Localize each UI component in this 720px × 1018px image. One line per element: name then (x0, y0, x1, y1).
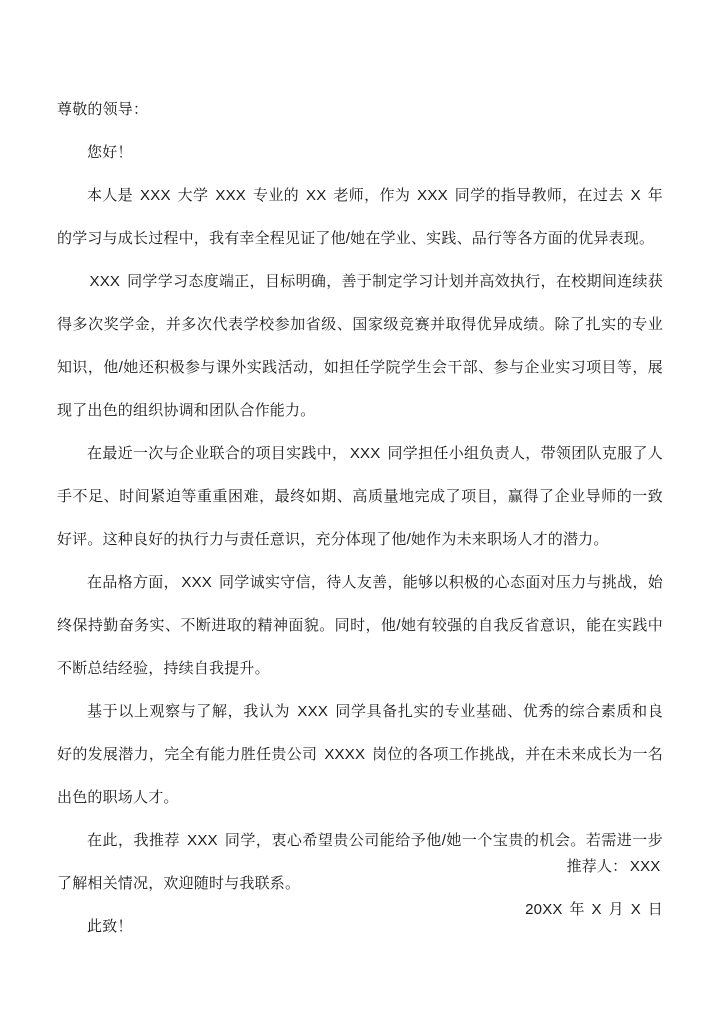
body-paragraph-3: 在最近一次与企业联合的项目实践中， XXX 同学担任小组负责人，带领团队克服了人手不足、时间紧迫等重重困难，最终如期、高质量地完成了项目，赢得了企业导师的一致好评。这种良好的执行力与责任意识，充分体现了他/她作为未来职场人才的潜力。 (57, 445, 663, 548)
body-paragraph-4: 在品格方面， XXX 同学诚实守信，待人友善，能够以积极的心态面对压力与挑战，始终保持勤奋务实、不断进取的精神面貌。同时，他/她有较强的自我反省意识，能在实践中不断总结经验，持续自我提升。 (57, 574, 664, 677)
body-paragraph-2: XXX 同学学习态度端正，目标明确，善于制定学习计划并高效执行，在校期间连续获得多次奖学金，并多次代表学校参加省级、国家级竞赛并取得优异成绩。除了扎实的专业知识，他/她还积极参与课外实践活动，如担任学院学生会干部、参与企业实习项目等，展现了出色的组织协调和团队合作能力。 (57, 273, 663, 419)
document-body (57, 88, 663, 948)
body-paragraph-5: 基于以上观察与了解，我认为 XXX 同学具备扎实的专业基础、优秀的综合素质和良好的发展潜力，完全有能力胜任贵公司 XXXX 岗位的各项工作挑战，并在未来成长为一名出色的职场人才。 (57, 703, 663, 806)
closing-line: 此致！ (87, 918, 133, 935)
signature-block (57, 845, 663, 931)
body-paragraph-1: 本人是 XXX 大学 XXX 专业的 XX 老师，作为 XXX 同学的指导教师，在过去 X 年的学习与成长过程中，我有幸全程见证了他/她在学业、实践、品行等各方面的优异表现。 (57, 187, 663, 247)
body-paragraph-6: 在此，我推荐 XXX 同学，衷心希望贵公司能给予他/她一个宝贵的机会。若需进一步了解相关情况，欢迎随时与我联系。 (57, 832, 663, 892)
salutation-line: 尊敬的领导： (57, 101, 149, 118)
greeting-line: 您好！ (87, 144, 133, 161)
recommender-name-line: 推荐人： XXX (566, 858, 661, 875)
signature-date-line: 20XX 年 X 月 X 日 (525, 901, 663, 918)
